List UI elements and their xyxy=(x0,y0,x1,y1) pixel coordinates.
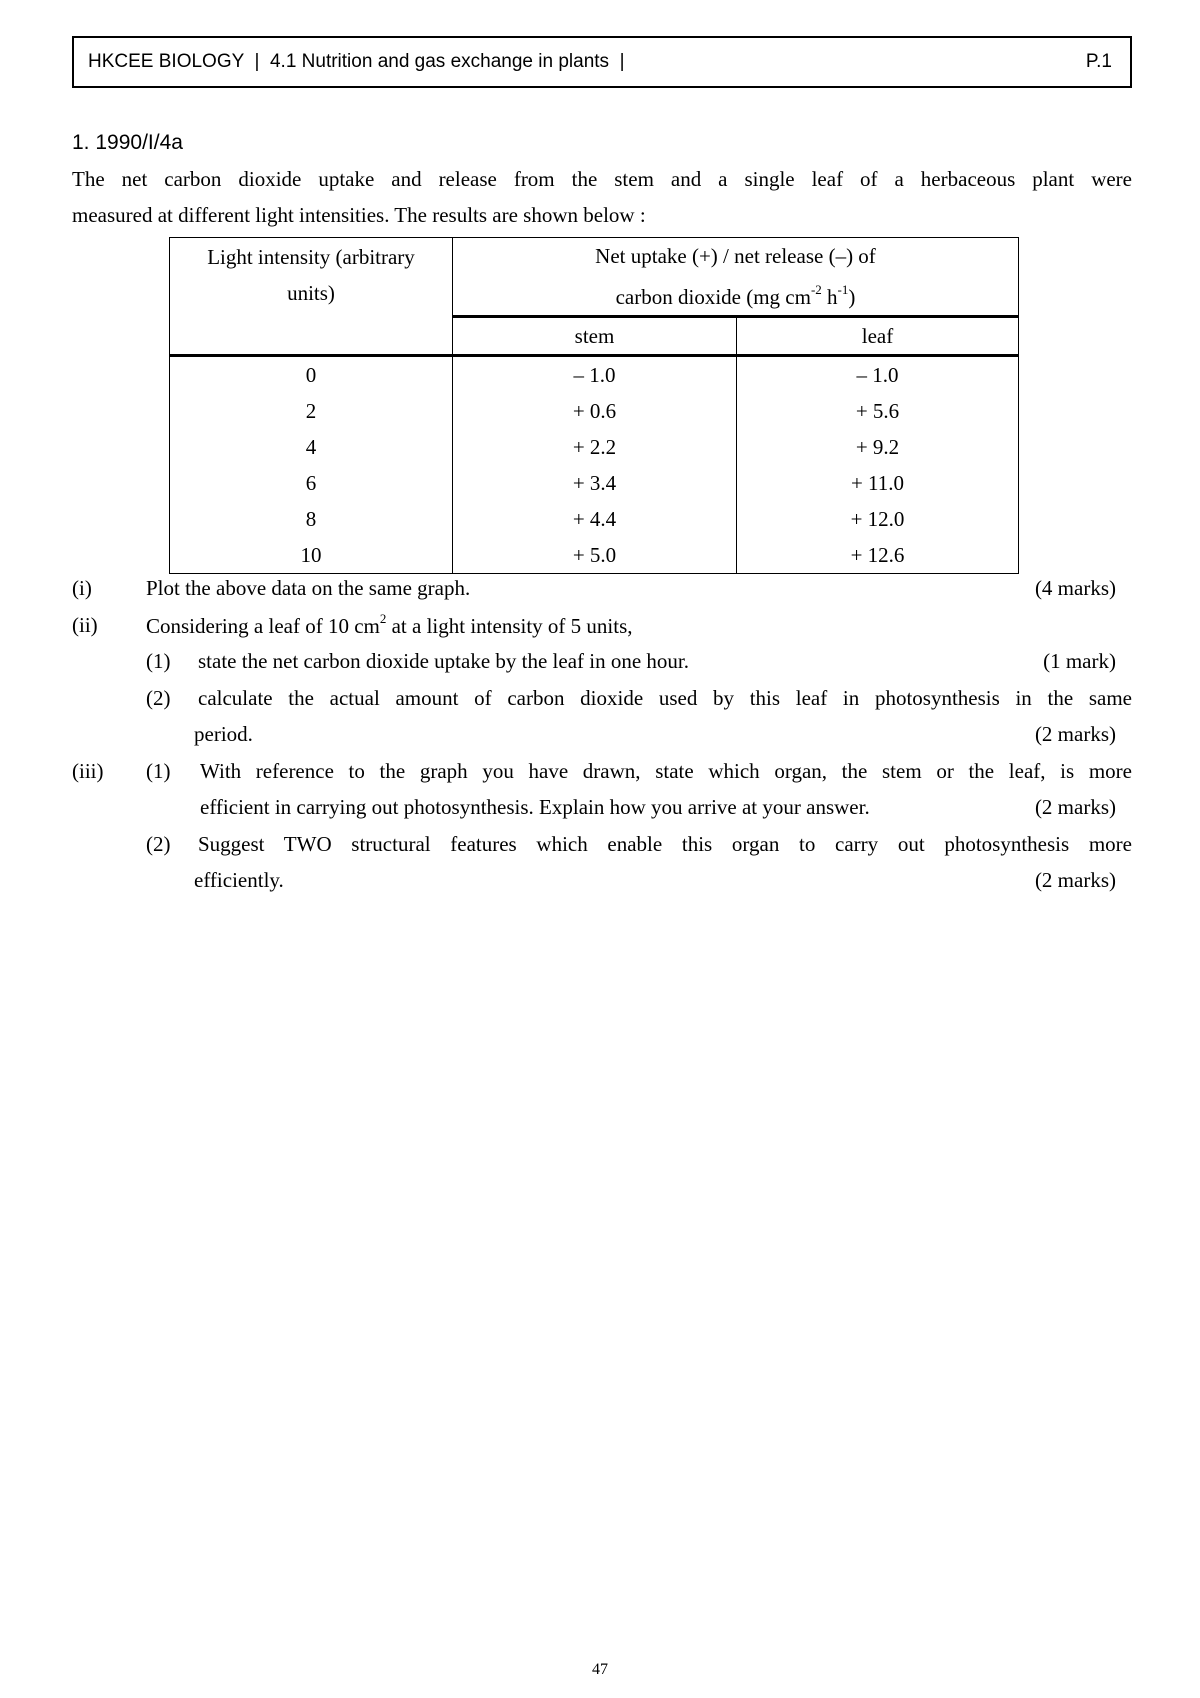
part-iii-2-label: (2) xyxy=(146,832,171,856)
table-row xyxy=(170,537,1019,574)
header-light-line2: units) xyxy=(287,281,335,305)
part-iii-2-marks: (2 marks) xyxy=(1034,868,1116,892)
part-iii-2-text-line1: Suggest TWO structural features which enable this organ to carry out photosynthesis more xyxy=(198,832,1132,856)
cell-intensity: 6 xyxy=(170,465,453,501)
header-net-post: ) xyxy=(848,285,856,309)
header-light-intensity xyxy=(170,238,453,356)
header-net-sup2: -1 xyxy=(837,282,849,297)
part-ii-1-text: state the net carbon dioxide uptake by the leaf in one hour. xyxy=(198,649,690,673)
table-row xyxy=(170,429,1019,465)
cell-intensity: 4 xyxy=(170,429,453,465)
question-number: 1. 1990/I/4a xyxy=(72,131,183,154)
part-ii-1-label: (1) xyxy=(146,649,171,673)
header-net-line1: Net uptake (+) / net release (–) of xyxy=(595,244,876,268)
header-net-uptake xyxy=(453,238,1019,317)
header-page-label: P.1 xyxy=(1085,51,1112,72)
header-stem: stem xyxy=(453,317,737,356)
part-i-label: (i) xyxy=(72,576,92,600)
part-iii-label: (iii) xyxy=(72,759,104,783)
part-iii-1-text-line2: efficient in carrying out photosynthesis. Explain how you arrive at your answer. xyxy=(200,795,870,819)
header-net-line2 xyxy=(453,274,1018,315)
header-light-line1: Light intensity (arbitrary xyxy=(207,245,415,269)
cell-stem: + 2.2 xyxy=(453,429,737,465)
part-ii-2-label: (2) xyxy=(146,686,171,710)
part-iii-1-text-line1: With reference to the graph you have drawn, state which organ, the stem or the leaf, is more xyxy=(200,759,1132,783)
part-iii-1-marks: (2 marks) xyxy=(1034,795,1116,819)
part-iii-2-text-line2: efficiently. xyxy=(194,868,284,892)
cell-stem: – 1.0 xyxy=(453,356,737,394)
part-i-text: Plot the above data on the same graph. xyxy=(146,576,471,600)
page-number: 47 xyxy=(592,1661,608,1678)
cell-leaf: + 12.6 xyxy=(737,537,1019,574)
cell-stem: + 5.0 xyxy=(453,537,737,574)
header-net-sup1: -2 xyxy=(810,282,822,297)
part-ii-2-marks: (2 marks) xyxy=(1034,722,1116,746)
cell-stem: + 3.4 xyxy=(453,465,737,501)
table-row xyxy=(170,501,1019,537)
cell-leaf: + 9.2 xyxy=(737,429,1019,465)
part-ii-2-text-line1: calculate the actual amount of carbon dioxide used by this leaf in photosynthesis in the same xyxy=(198,686,1132,710)
part-ii-2-text-line2: period. xyxy=(194,722,253,746)
cell-leaf: + 12.0 xyxy=(737,501,1019,537)
cell-leaf: – 1.0 xyxy=(737,356,1019,394)
part-ii-label: (ii) xyxy=(72,613,98,637)
cell-stem: + 0.6 xyxy=(453,393,737,429)
part-ii-text-pre: Considering a leaf of 10 cm xyxy=(146,614,380,638)
part-i-marks: (4 marks) xyxy=(1034,576,1116,600)
cell-stem: + 4.4 xyxy=(453,501,737,537)
cell-leaf: + 11.0 xyxy=(737,465,1019,501)
part-ii-text-post: at a light intensity of 5 units, xyxy=(386,614,633,638)
table-row xyxy=(170,356,1019,394)
part-ii-1-marks: (1 mark) xyxy=(1043,649,1116,673)
cell-intensity: 8 xyxy=(170,501,453,537)
results-table xyxy=(169,237,1019,574)
question-intro-line2: measured at different light intensities. The results are shown below : xyxy=(72,203,646,227)
header-net-text: carbon dioxide (mg cm xyxy=(615,285,811,309)
cell-intensity: 0 xyxy=(170,356,453,394)
part-iii-1-label: (1) xyxy=(146,759,171,783)
page-header xyxy=(72,36,1132,88)
table-row xyxy=(170,393,1019,429)
question-intro-line1: The net carbon dioxide uptake and release from the stem and a single leaf of a herbaceous plant were xyxy=(72,167,1132,191)
cell-leaf: + 5.6 xyxy=(737,393,1019,429)
header-title: HKCEE BIOLOGY | 4.1 Nutrition and gas exchange in plants | xyxy=(88,51,625,72)
cell-intensity: 2 xyxy=(170,393,453,429)
part-ii-text xyxy=(146,613,633,639)
header-net-mid: h xyxy=(821,285,838,309)
cell-intensity: 10 xyxy=(170,537,453,574)
table-row xyxy=(170,465,1019,501)
part-ii-text-sup: 2 xyxy=(379,611,387,626)
header-leaf: leaf xyxy=(737,317,1019,356)
